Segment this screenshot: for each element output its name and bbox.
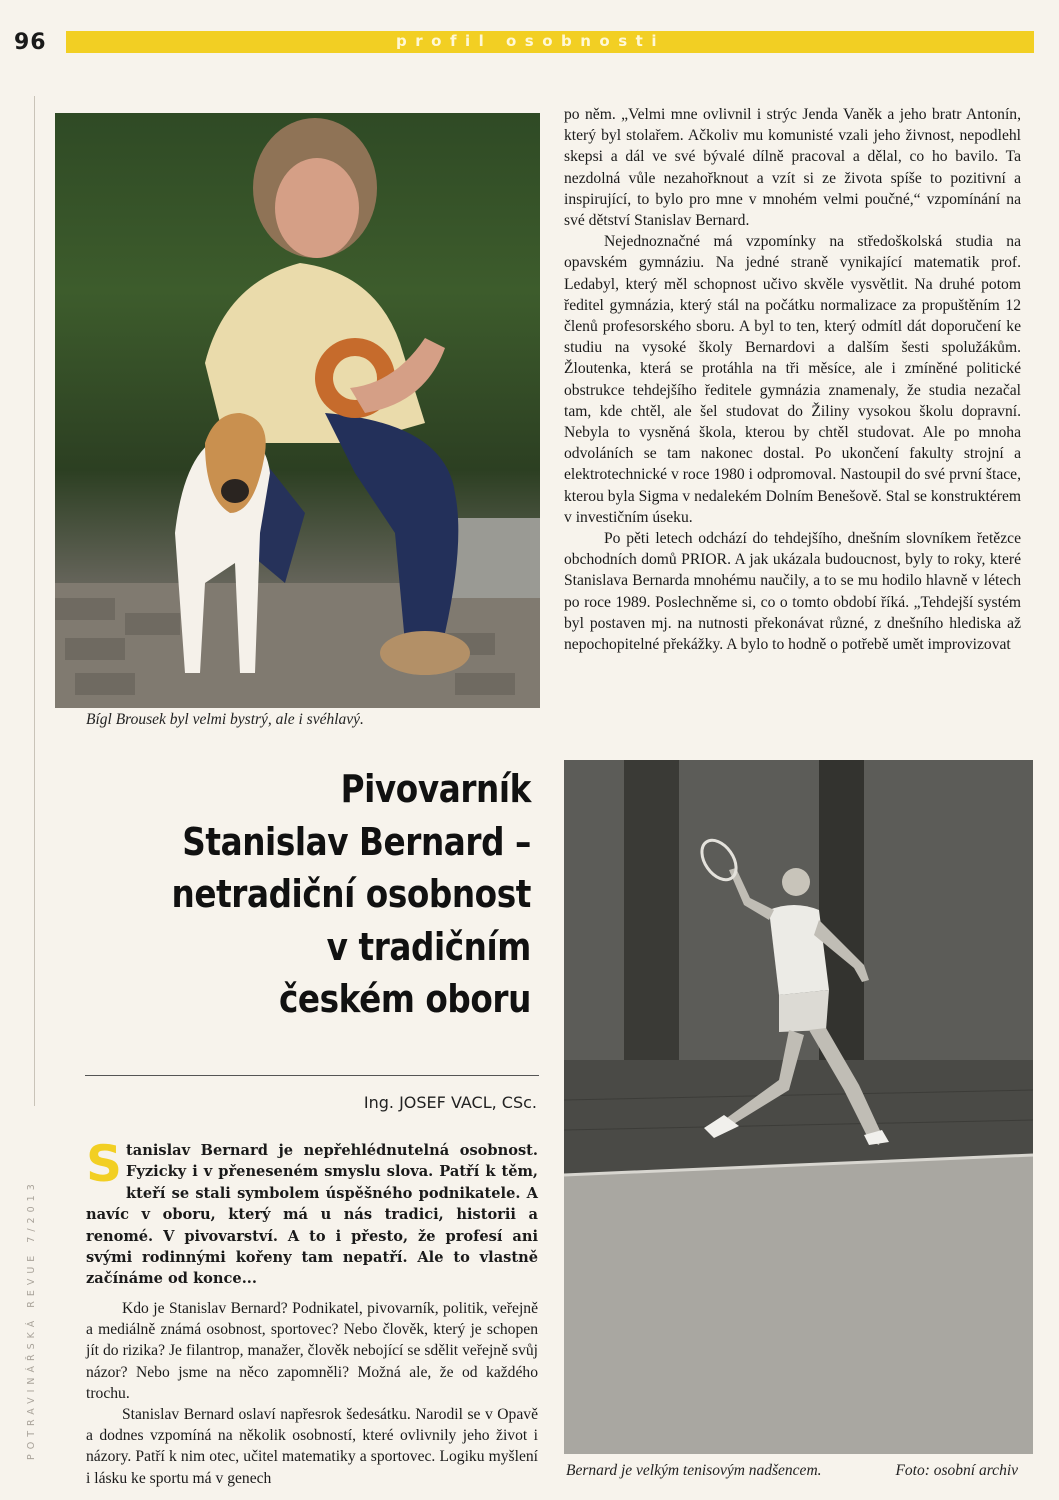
lead-text: tanislav Bernard je nepřehlédnutelná osobnost. Fyzicky i v přeneseném smyslu slova. Patří k těm, kteří se stali symbolem úspěšného podnikatele. A navíc v oboru, který má u nás tradici, historii a renomé. V pivovarství. A to i přesto, že profesí ani svými rodinnými kořeny tam nepatří. Ale to vlastně začínáme od konce...: [86, 1142, 538, 1288]
section-header-bar: [66, 31, 1034, 53]
photo2-credit: Foto: osobní archiv: [895, 1462, 1018, 1479]
photo2-caption: Bernard je velkým tenisovým nadšencem.: [566, 1462, 822, 1479]
body-paragraph: po něm. „Velmi mne ovlivnil i strýc Jenda Vaněk a jeho bratr Antonín, který byl stolařem. Ačkoliv mu komunisté vzali jeho živnost, nepodlehl skepsi a dál ve své bývalé dílně pracoval a dělal, co ho bavilo. Ta nezdolná vůle nezahořknout a vzít si ze života spíše to pozitivní a inspirující, to bylo pro mne v mnohém velmi poučné,“ vzpomínání na své dětství Stanislav Bernard.: [564, 106, 1021, 230]
title-divider: [85, 1075, 539, 1076]
body-paragraph: Kdo je Stanislav Bernard? Podnikatel, pivovarník, politik, veřejně a mediálně známá osobnost, sportovec? Nebo člověk, který je schopen jít do rizika? Je filantrop, manažer, člověk nebojící se sdělit veřejně svůj názor? Nebo jsme na něco zapomněli? Možná ale, že od každého trochu.: [86, 1300, 538, 1402]
photo1-caption: Bígl Brousek byl velmi bystrý, ale i svéhlavý.: [86, 711, 364, 728]
article-body-right-column: [564, 104, 1021, 655]
article-body-left-column: [86, 1298, 538, 1489]
article-lead: [86, 1135, 538, 1290]
title-line: Stanislav Bernard –: [182, 819, 531, 864]
drop-cap: S: [86, 1135, 123, 1193]
sidebar-rule: [34, 96, 35, 1106]
author-byline: Ing. JOSEF VACL, CSc.: [363, 1093, 537, 1112]
body-paragraph: Nejednoznačné má vzpomínky na středoškolská studia na opavském gymnáziu. Na jedné straně vynikající matematik prof. Ledabyl, který měl schopnost učivo skvěle vysvětlit. Na druhé potom ředitel gymnázia, který stál na počátku normalizace za propuštěním 12 členů profesorského sboru. A byl to ten, který odmítl dát doporučení ke studiu na vysoké školy Bernardovi a dalším šesti spolužákům. Žloutenka, která se protáhla na tři měsíce, ale i zmíněné politické obstrukce tehdejšího ředitele gymnázia znamenaly, že studia nezačal tam, kde chtěl, ale šel studovat do Žiliny vysokou školu dopravní. Nebyla to vysněná škola, kterou by chtěl studovat. Ale po mnoha odvoláních se tam nakonec dostal. Po ukončení fakulty strojní a elektrotechnické v roce 1980 i odpromoval. Nastoupil do své první štace, kterou byla Sigma v nedalekém Dolním Benešově. Stal se konstruktérem v investičním úseku.: [564, 233, 1021, 526]
section-label: profil osobnosti: [396, 32, 665, 50]
title-line: Pivovarník: [340, 767, 531, 811]
title-line: českém oboru: [279, 977, 531, 1021]
photo2-caption-row: [566, 1462, 1018, 1480]
page-number: 96: [14, 30, 47, 55]
body-paragraph: Stanislav Bernard oslaví napřesrok šedesátku. Narodil se v Opavě a dodnes vzpomíná na několik osobností, které ovlivnily jeho život i názory. Patří k nim otec, učitel matematiky a sportovec. Logiku myšlení i lásku ke sportu má v genech: [86, 1406, 538, 1487]
photo-man-with-beagle-illustration: [55, 113, 540, 708]
title-line: v tradičním: [326, 924, 531, 969]
photo-man-with-beagle: [55, 113, 540, 708]
photo-tennis-illustration: [564, 760, 1033, 1454]
journal-sidebar-label: POTRAVINÁŘSKÁ REVUE 7/2013: [26, 1179, 37, 1460]
title-line: netradiční osobnost: [171, 872, 531, 916]
article-title: [172, 763, 531, 1026]
body-paragraph: Po pěti letech odchází do tehdejšího, dnešním slovníkem řetězce obchodních domů PRIOR. A jak ukázala budoucnost, byly to roky, které Stanislava Bernarda mnohému naučily, a to se mu hodilo hlavně v létech po roce 1989. Poslechněme si, co o tomto období říká. „Tehdejší systém byl postaven mj. na nutnosti překonávat různé, z dnešního hlediska až nepochopitelné překážky. A bylo to hodně o potřebě umět improvizovat: [564, 530, 1021, 654]
photo-tennis-player: [564, 760, 1033, 1454]
